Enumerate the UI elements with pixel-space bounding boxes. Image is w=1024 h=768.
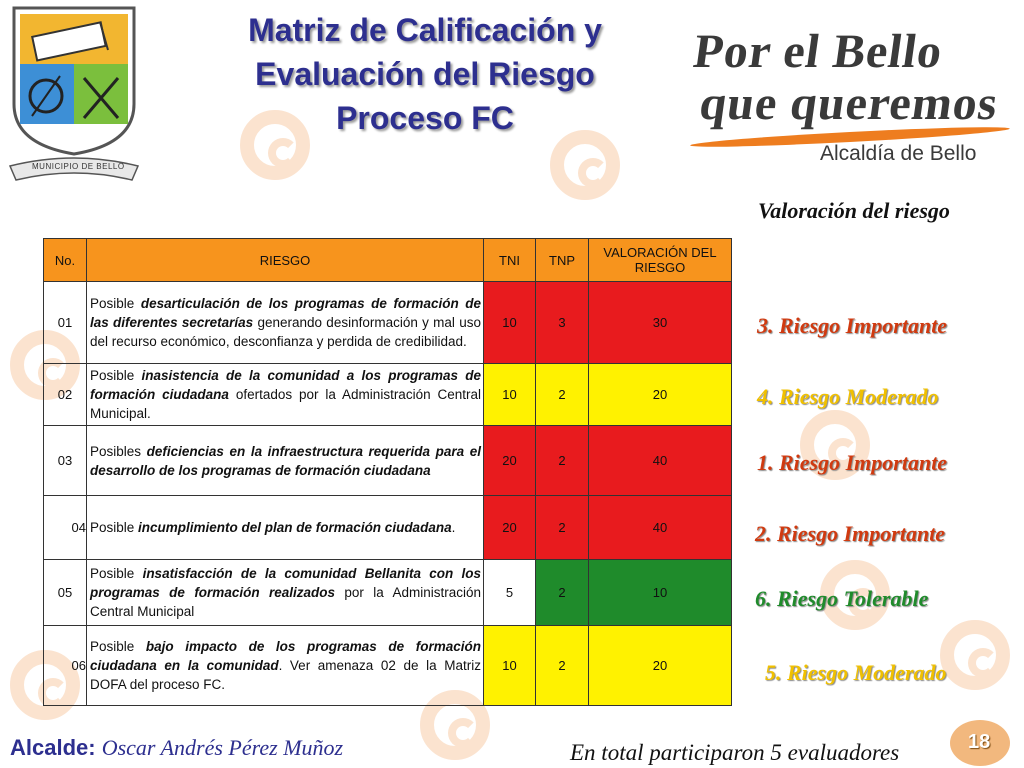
tnp-value: 2 [536, 426, 589, 496]
title-line-1: Matriz de Calificación y [248, 12, 602, 48]
risk-description-prefix: Posibles [90, 443, 147, 459]
tni-value: 20 [484, 426, 536, 496]
tni-value: 20 [484, 496, 536, 560]
valoracion-value: 40 [589, 426, 732, 496]
header-no: No. [44, 239, 87, 282]
alcalde-name: Oscar Andrés Pérez Muñoz [101, 735, 344, 760]
risk-description-emphasis: deficiencias en la infraestructura requerida para el desarrollo de los programas de formación ciudadana [90, 443, 482, 478]
logo-line-1: Por el Bello [690, 25, 947, 78]
risk-description-suffix: por la Administración Central Municipal [90, 585, 481, 619]
table-row [44, 364, 732, 426]
title-line-3: Proceso FC [336, 100, 514, 136]
background-swirl [940, 620, 1010, 690]
risk-description-suffix: . Ver amenaza 02 de la Matriz DOFA del proceso FC. [90, 658, 481, 692]
header-valoracion: VALORACIÓN DEL RIESGO [589, 239, 732, 282]
risk-description-prefix: Posible [90, 520, 139, 535]
municipal-shield-logo [6, 4, 142, 186]
header-tnp: TNP [536, 239, 589, 282]
risk-description [87, 282, 484, 364]
shield-ribbon-text: MUNICIPIO DE BELLO [32, 162, 125, 171]
risk-description-suffix: generando desinformación y mal uso del recurso económico, desconfianza y perdida de credibilidad. [90, 315, 481, 349]
table-row [44, 282, 732, 364]
row-number: 02 [44, 364, 87, 426]
row-number: 05 [44, 560, 87, 626]
risk-label: 4. Riesgo Moderado [757, 384, 939, 409]
valoracion-value: 10 [589, 560, 732, 626]
alcaldia-logo [690, 24, 1020, 174]
risk-description [87, 426, 484, 496]
tnp-value: 2 [536, 364, 589, 426]
risk-label: 1. Riesgo Importante [757, 450, 948, 475]
risk-description-emphasis: incumplimiento del plan de formación ciudadana [138, 520, 452, 535]
logo-line-3: Alcaldía de Bello [820, 142, 977, 165]
row-number: 06 [44, 626, 87, 706]
risk-description-prefix: Posible [90, 566, 143, 581]
table-row [44, 560, 732, 626]
valoracion-heading: Valoración del riesgo [758, 198, 950, 223]
tni-value: 10 [484, 364, 536, 426]
header-riesgo: RIESGO [87, 239, 484, 282]
table-header-row [44, 239, 732, 282]
tnp-value: 2 [536, 496, 589, 560]
tni-value: 10 [484, 282, 536, 364]
risk-description [87, 496, 484, 560]
risk-label: 5. Riesgo Moderado [765, 660, 947, 685]
tnp-value: 2 [536, 626, 589, 706]
risk-label: 6. Riesgo Tolerable [755, 586, 929, 611]
risk-description [87, 626, 484, 706]
valoracion-value: 20 [589, 364, 732, 426]
valoracion-value: 30 [589, 282, 732, 364]
risk-description-emphasis: inasistencia de la comunidad a los programas de formación ciudadana [90, 368, 481, 402]
table-row [44, 626, 732, 706]
risk-description-prefix: Posible [90, 639, 146, 654]
background-swirl [550, 130, 620, 200]
risk-description-prefix: Posible [90, 296, 141, 311]
table-row [44, 496, 732, 560]
risk-table [43, 238, 732, 706]
evaluadores-note: En total participaron 5 evaluadores [570, 740, 900, 765]
risk-description-suffix: ofertados por la Administración Central Municipal. [90, 387, 481, 421]
row-number: 01 [44, 282, 87, 364]
valoracion-value: 20 [589, 626, 732, 706]
row-number: 03 [44, 426, 87, 496]
header-tni: TNI [484, 239, 536, 282]
table-row [44, 426, 732, 496]
row-number: 04 [44, 496, 87, 560]
logo-line-2: que queremos [696, 77, 1002, 130]
risk-description-emphasis: insatisfacción de la comunidad Bellanita con los programas de formación realizados [90, 566, 482, 600]
risk-description-emphasis: desarticulación de los programas de formación de las diferentes secretarías [90, 296, 482, 330]
risk-description [87, 364, 484, 426]
valoracion-value: 40 [589, 496, 732, 560]
risk-description-suffix: . [451, 520, 456, 535]
tni-value: 10 [484, 626, 536, 706]
risk-label: 2. Riesgo Importante [755, 521, 946, 546]
risk-description-prefix: Posible [90, 368, 142, 383]
risk-description-emphasis: bajo impacto de los programas de formación ciudadana en la comunidad [90, 639, 481, 673]
tni-value: 5 [484, 560, 536, 626]
tnp-value: 2 [536, 560, 589, 626]
page-number: 18 [968, 731, 991, 753]
page-title [180, 8, 670, 140]
title-line-2: Evaluación del Riesgo [255, 56, 595, 92]
risk-description [87, 560, 484, 626]
risk-label: 3. Riesgo Importante [757, 313, 948, 338]
alcalde-footer [10, 735, 343, 761]
alcalde-label: Alcalde: [10, 735, 96, 760]
tnp-value: 3 [536, 282, 589, 364]
